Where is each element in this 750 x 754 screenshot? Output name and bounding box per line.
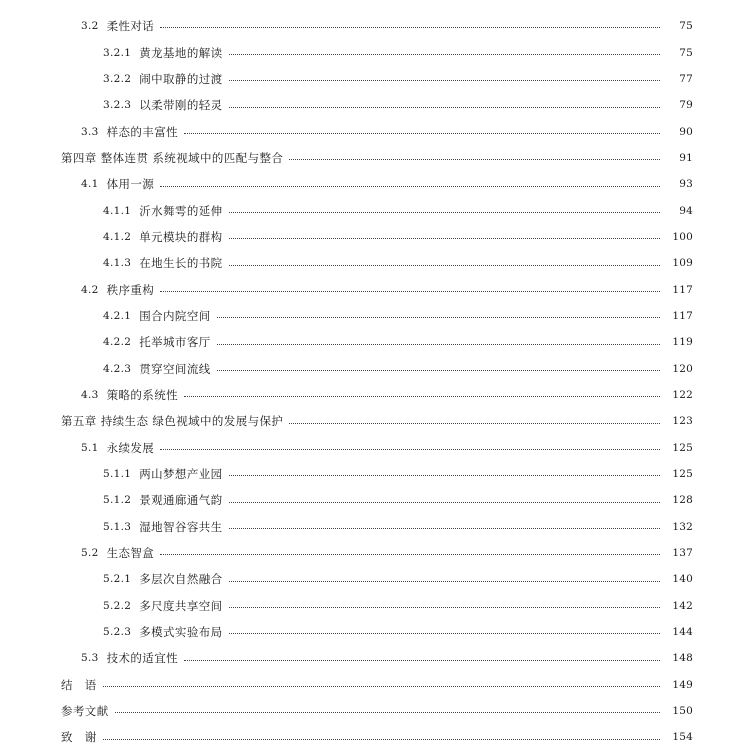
section-title: 多层次自然融合 <box>139 572 223 587</box>
toc-entry-heading <box>103 461 223 487</box>
toc-entry-heading <box>103 487 223 513</box>
page-number: 100 <box>672 230 693 243</box>
toc-entry[interactable] <box>0 250 750 276</box>
dot-leader <box>225 593 664 619</box>
dot-leader <box>225 250 664 276</box>
dot-leader <box>285 145 664 171</box>
dot-leader <box>225 197 664 223</box>
toc-entry[interactable] <box>0 698 750 724</box>
page-number: 109 <box>672 257 693 270</box>
toc-entry-heading <box>61 724 97 750</box>
section-number: 5.3 <box>81 652 99 665</box>
toc-entry-heading <box>81 382 178 408</box>
section-title: 多尺度共享空间 <box>139 598 223 613</box>
section-number: 3.3 <box>81 125 99 138</box>
dot-leader <box>225 566 664 592</box>
toc-entry[interactable] <box>0 329 750 355</box>
section-number: 5.1.3 <box>103 520 132 533</box>
page-number: 150 <box>672 705 693 718</box>
toc-entry[interactable] <box>0 566 750 592</box>
page-number: 128 <box>672 494 693 507</box>
section-title: 体用一源 <box>106 177 155 192</box>
toc-entry-heading <box>81 13 154 39</box>
dot-leader <box>99 724 664 750</box>
page-number: 149 <box>672 678 693 691</box>
dot-leader <box>111 698 664 724</box>
dot-leader <box>285 408 664 434</box>
toc-entry-heading <box>81 171 154 197</box>
toc-entry-heading <box>81 435 154 461</box>
toc-entry[interactable] <box>0 435 750 461</box>
toc-entry-heading <box>81 645 178 671</box>
section-title: 黄龙基地的解读 <box>139 45 223 60</box>
section-number: 4.1.3 <box>103 257 132 270</box>
dot-leader <box>225 92 664 118</box>
table-of-contents <box>0 13 750 751</box>
toc-entry-heading <box>103 39 223 65</box>
dot-leader <box>156 171 664 197</box>
section-title: 单元模块的群构 <box>139 229 223 244</box>
toc-entry-heading <box>103 303 211 329</box>
dot-leader <box>225 619 664 645</box>
page-number: 122 <box>672 388 693 401</box>
dot-leader <box>180 382 664 408</box>
page-number: 132 <box>672 520 693 533</box>
dot-leader <box>225 39 664 65</box>
section-number: 3.2.3 <box>103 99 132 112</box>
page-number: 77 <box>679 72 693 85</box>
dot-leader <box>156 276 664 302</box>
section-number: 4.1 <box>81 178 99 191</box>
page-number: 140 <box>672 573 693 586</box>
toc-entry-heading <box>81 118 178 144</box>
page-number: 90 <box>679 125 693 138</box>
page-number: 125 <box>672 441 693 454</box>
section-number: 5.1.2 <box>103 494 132 507</box>
page-number: 75 <box>679 46 693 59</box>
toc-entry-heading <box>103 250 223 276</box>
toc-entry-heading <box>103 355 211 381</box>
section-title: 多模式实验布局 <box>139 625 223 640</box>
toc-entry[interactable] <box>0 39 750 65</box>
toc-entry[interactable] <box>0 724 750 750</box>
toc-entry[interactable] <box>0 118 750 144</box>
toc-entry-heading <box>61 698 109 724</box>
toc-entry[interactable] <box>0 13 750 39</box>
page-number: 144 <box>672 626 693 639</box>
toc-entry[interactable] <box>0 672 750 698</box>
section-title: 第四章 整体连贯 系统视域中的匹配与整合 <box>61 150 284 165</box>
section-number: 5.2 <box>81 547 99 560</box>
toc-entry[interactable] <box>0 66 750 92</box>
toc-entry[interactable] <box>0 276 750 302</box>
section-title: 生态智盒 <box>106 546 155 561</box>
toc-entry-heading <box>103 92 223 118</box>
section-title: 在地生长的书院 <box>139 256 223 271</box>
toc-entry[interactable] <box>0 619 750 645</box>
dot-leader <box>225 224 664 250</box>
toc-entry-heading <box>103 66 223 92</box>
page-number: 137 <box>672 547 693 560</box>
dot-leader <box>213 355 664 381</box>
section-title: 技术的适宜性 <box>106 651 179 666</box>
page-number: 117 <box>672 283 693 296</box>
section-number: 5.2.2 <box>103 599 132 612</box>
dot-leader <box>213 303 664 329</box>
toc-entry[interactable] <box>0 355 750 381</box>
page-number: 75 <box>679 20 693 33</box>
toc-entry[interactable] <box>0 224 750 250</box>
section-title: 闹中取静的过渡 <box>139 71 223 86</box>
section-number: 4.2.2 <box>103 336 132 349</box>
dot-leader <box>225 514 664 540</box>
page-number: 93 <box>679 178 693 191</box>
dot-leader <box>180 645 664 671</box>
section-number: 3.2.2 <box>103 72 132 85</box>
section-number: 4.2.1 <box>103 309 132 322</box>
dot-leader <box>225 487 664 513</box>
toc-entry-heading <box>103 197 223 223</box>
toc-entry[interactable] <box>0 197 750 223</box>
toc-entry-heading <box>61 672 97 698</box>
toc-entry[interactable] <box>0 382 750 408</box>
toc-entry[interactable] <box>0 145 750 171</box>
toc-entry-heading <box>81 540 154 566</box>
section-title: 结 语 <box>61 677 97 692</box>
section-number: 4.3 <box>81 388 99 401</box>
page-number: 94 <box>679 204 693 217</box>
toc-entry[interactable] <box>0 540 750 566</box>
page-number: 142 <box>672 599 693 612</box>
section-title: 样态的丰富性 <box>106 124 179 139</box>
dot-leader <box>225 66 664 92</box>
toc-entry-heading <box>103 224 223 250</box>
page-number: 120 <box>672 362 693 375</box>
toc-entry-heading <box>81 276 154 302</box>
section-title: 参考文献 <box>61 704 109 719</box>
toc-entry-heading <box>103 593 223 619</box>
toc-entry-heading <box>103 514 223 540</box>
page-number: 79 <box>679 99 693 112</box>
dot-leader <box>180 118 664 144</box>
section-number: 5.1 <box>81 441 99 454</box>
section-title: 永续发展 <box>106 440 155 455</box>
toc-entry[interactable] <box>0 92 750 118</box>
toc-entry[interactable] <box>0 593 750 619</box>
section-number: 5.2.1 <box>103 573 132 586</box>
toc-entry[interactable] <box>0 645 750 671</box>
toc-entry-heading <box>103 329 211 355</box>
section-title: 围合内院空间 <box>139 308 211 323</box>
toc-entry-heading <box>61 408 283 434</box>
dot-leader <box>225 461 664 487</box>
section-title: 景观通廊通气韵 <box>139 493 223 508</box>
dot-leader <box>99 672 664 698</box>
section-number: 4.1.2 <box>103 230 132 243</box>
page-number: 119 <box>672 336 693 349</box>
dot-leader <box>156 435 664 461</box>
section-number: 4.1.1 <box>103 204 132 217</box>
section-title: 致 谢 <box>61 730 97 745</box>
section-title: 贯穿空间流线 <box>139 361 211 376</box>
toc-entry[interactable] <box>0 408 750 434</box>
section-number: 5.2.3 <box>103 626 132 639</box>
toc-entry[interactable] <box>0 514 750 540</box>
toc-entry[interactable] <box>0 303 750 329</box>
toc-entry-heading <box>103 619 223 645</box>
toc-entry[interactable] <box>0 487 750 513</box>
page-number: 154 <box>672 731 693 744</box>
toc-entry-heading <box>61 145 283 171</box>
page-number: 123 <box>672 415 693 428</box>
toc-entry-heading <box>103 566 223 592</box>
section-title: 沂水舞雩的延伸 <box>139 203 223 218</box>
section-title: 秩序重构 <box>106 282 155 297</box>
page-number: 91 <box>679 151 693 164</box>
section-title: 柔性对话 <box>106 19 155 34</box>
section-title: 以柔带刚的轻灵 <box>139 98 223 113</box>
section-number: 3.2.1 <box>103 46 132 59</box>
toc-entry[interactable] <box>0 171 750 197</box>
section-number: 5.1.1 <box>103 468 132 481</box>
section-number: 3.2 <box>81 20 99 33</box>
page-number: 148 <box>672 652 693 665</box>
dot-leader <box>156 540 664 566</box>
section-title: 两山梦想产业园 <box>139 467 223 482</box>
page-number: 117 <box>672 309 693 322</box>
section-number: 4.2 <box>81 283 99 296</box>
section-title: 第五章 持续生态 绿色视域中的发展与保护 <box>61 414 284 429</box>
section-title: 策略的系统性 <box>106 387 179 402</box>
page-number: 125 <box>672 468 693 481</box>
dot-leader <box>213 329 664 355</box>
section-number: 4.2.3 <box>103 362 132 375</box>
dot-leader <box>156 13 664 39</box>
section-title: 托举城市客厅 <box>139 335 211 350</box>
section-title: 湿地智谷容共生 <box>139 519 223 534</box>
toc-entry[interactable] <box>0 461 750 487</box>
